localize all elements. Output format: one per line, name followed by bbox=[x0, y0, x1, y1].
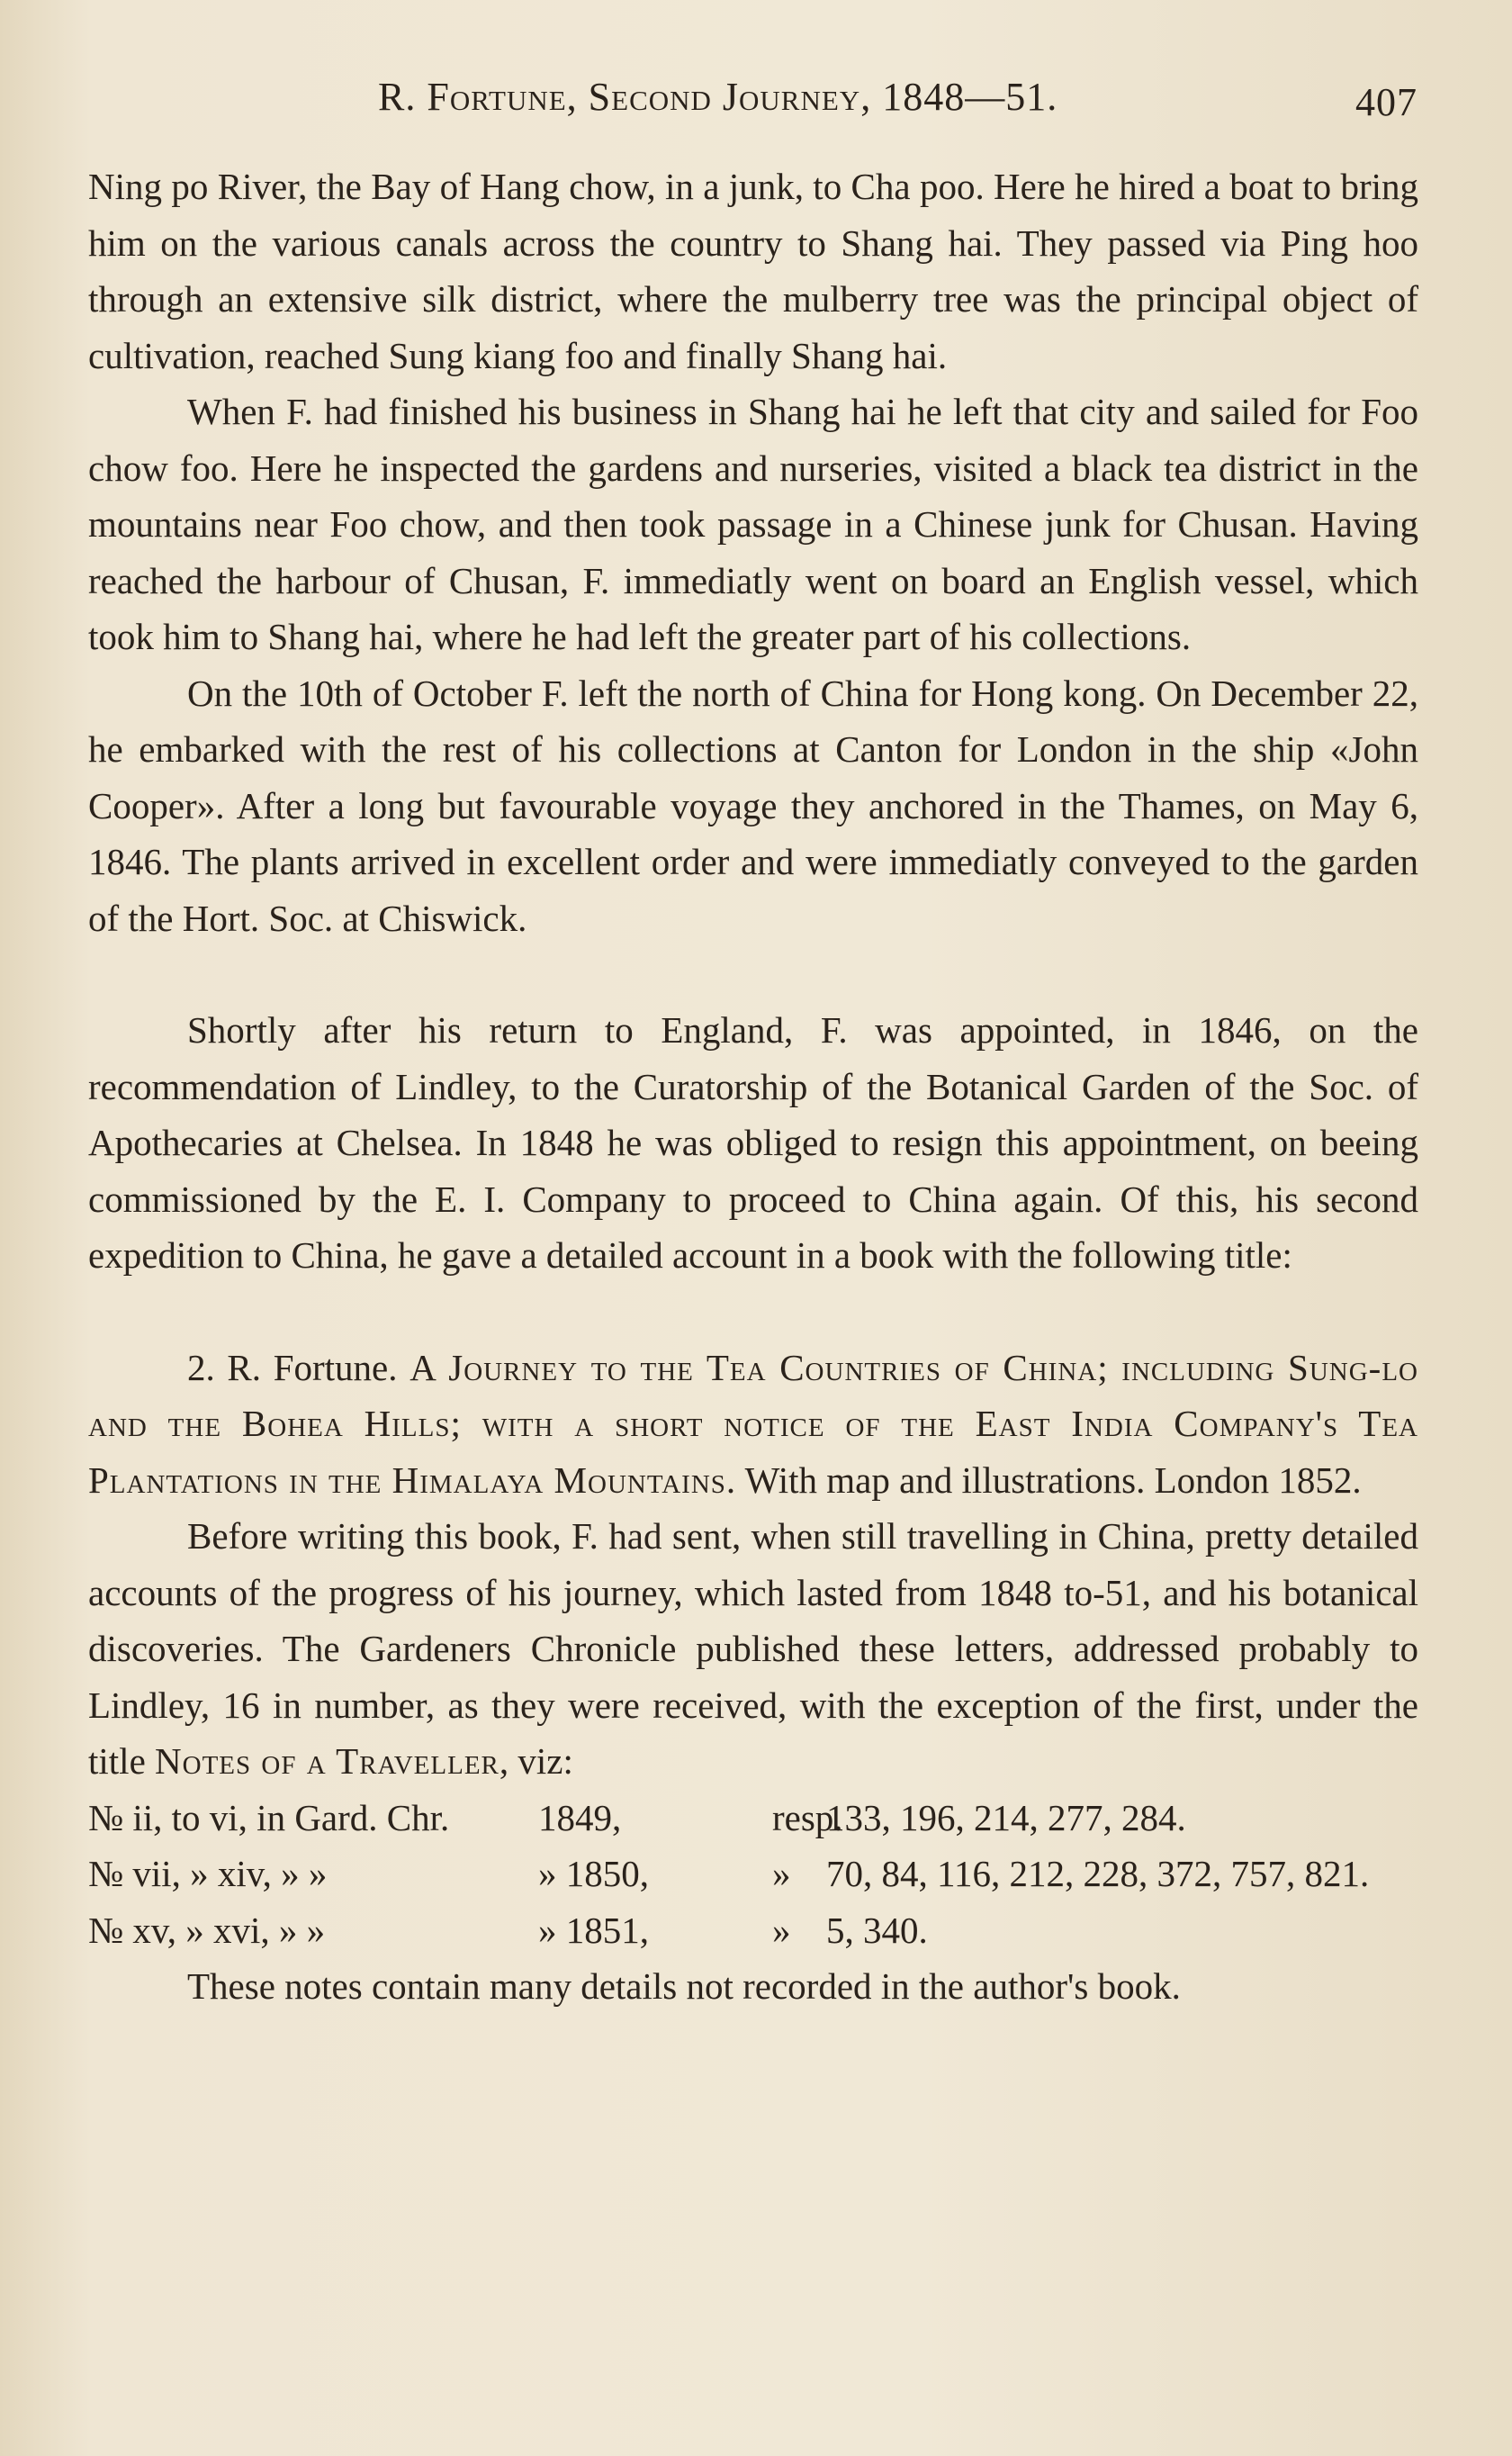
ref-resp: resp. bbox=[772, 1796, 843, 1838]
reference-row bbox=[88, 1902, 1418, 1959]
paragraph-2: When F. had finished his business in Shang hai he left that city and sailed for Foo chow foo. Here he inspected the gardens and nurseries, visited a black tea district in the mountains near Foo chow, and then took passage in a Chinese junk for Chusan. Having reached the harbour of Chusan, F. immediatly went on board an English vessel, which took him to Shang hai, where he had left the greater part of his collections. bbox=[88, 391, 1418, 657]
spacer bbox=[88, 1284, 1418, 1340]
paragraph-6-text: Before writing this book, F. had sent, when still travelling in China, pretty detailed accounts of the progress of his journey, which lasted from 1848 to-51, and his botanical discoveries. The Gardeners Chronicle published these letters, addressed probably to Lindley, 16 in number, as they were received, with the exception of the first, under the title bbox=[88, 1515, 1418, 1782]
ref-pages: 5, 340. bbox=[826, 1909, 928, 1951]
spacer bbox=[88, 946, 1418, 1002]
citation-details: With map and illustrations. London 1852. bbox=[744, 1458, 1362, 1501]
ref-pages: 133, 196, 214, 277, 284. bbox=[826, 1796, 1186, 1838]
paragraph-4: Shortly after his return to England, F. was appointed, in 1846, on the recommendation of Lindley, to the Curatorship of the Botanical Garden of the Soc. of Apothecaries at Chelsea. In 1848 he was obliged to resign this appointment, on beeing commissioned by the E. I. Company to proceed to China again. Of this, his second expedition to China, he gave a detailed account in a book with the following title: bbox=[88, 1009, 1418, 1276]
page-body bbox=[88, 158, 1418, 2015]
paragraph-1: Ning po River, the Bay of Hang chow, in a junk, to Cha poo. Here he hired a boat to bring him on the various canals across the country to Shang hai. They passed via Ping hoo through an extensive silk district, where the mulberry tree was the principal object of cultivation, reached Sung kiang foo and finally Shang hai. bbox=[88, 166, 1418, 376]
ref-resp: » bbox=[772, 1909, 791, 1951]
ref-numbers: № xv, » xvi, » » bbox=[88, 1909, 326, 1951]
notes-title: Notes of a Traveller bbox=[155, 1740, 500, 1782]
ref-numbers: № ii, to vi, in Gard. Chr. bbox=[88, 1796, 450, 1838]
citation-author: 2. R. Fortune. bbox=[187, 1346, 398, 1388]
ref-numbers: № vii, » xiv, » » bbox=[88, 1853, 328, 1894]
citation-title: A Journey to the Tea Countries of China; including Sung-lo and the Bohea Hills; with a short notice of the East India Company's Tea Plantations in the Himalaya Mountains. bbox=[88, 1346, 1418, 1501]
ref-resp: » bbox=[772, 1853, 791, 1894]
paragraph-6 bbox=[88, 1508, 1418, 1790]
reference-row bbox=[88, 1846, 1418, 1902]
ref-pages: 70, 84, 116, 212, 228, 372, 757, 821. bbox=[826, 1853, 1370, 1894]
paragraph-7: These notes contain many details not recorded in the author's book. bbox=[187, 1965, 1181, 2007]
paragraph-6-end: , viz: bbox=[499, 1740, 573, 1782]
ref-year: » 1850, bbox=[538, 1853, 649, 1894]
paragraph-3: On the 10th of October F. left the north of China for Hong kong. On December 22, he embarked with the rest of his collections at Canton for London in the ship «John Cooper». After a long but favourable voyage they anchored in the Thames, on May 6, 1846. The plants arrived in excellent order and were immediatly conveyed to the garden of the Hort. Soc. at Chiswick. bbox=[88, 672, 1418, 939]
ref-year: » 1851, bbox=[538, 1909, 649, 1951]
running-title: R. Fortune, Second Journey, 1848—51. bbox=[378, 75, 1058, 119]
book-citation bbox=[88, 1340, 1418, 1509]
reference-row bbox=[88, 1790, 1418, 1847]
page-header bbox=[378, 74, 1418, 137]
page-number: 407 bbox=[1355, 80, 1418, 124]
ref-year: 1849, bbox=[538, 1796, 622, 1838]
